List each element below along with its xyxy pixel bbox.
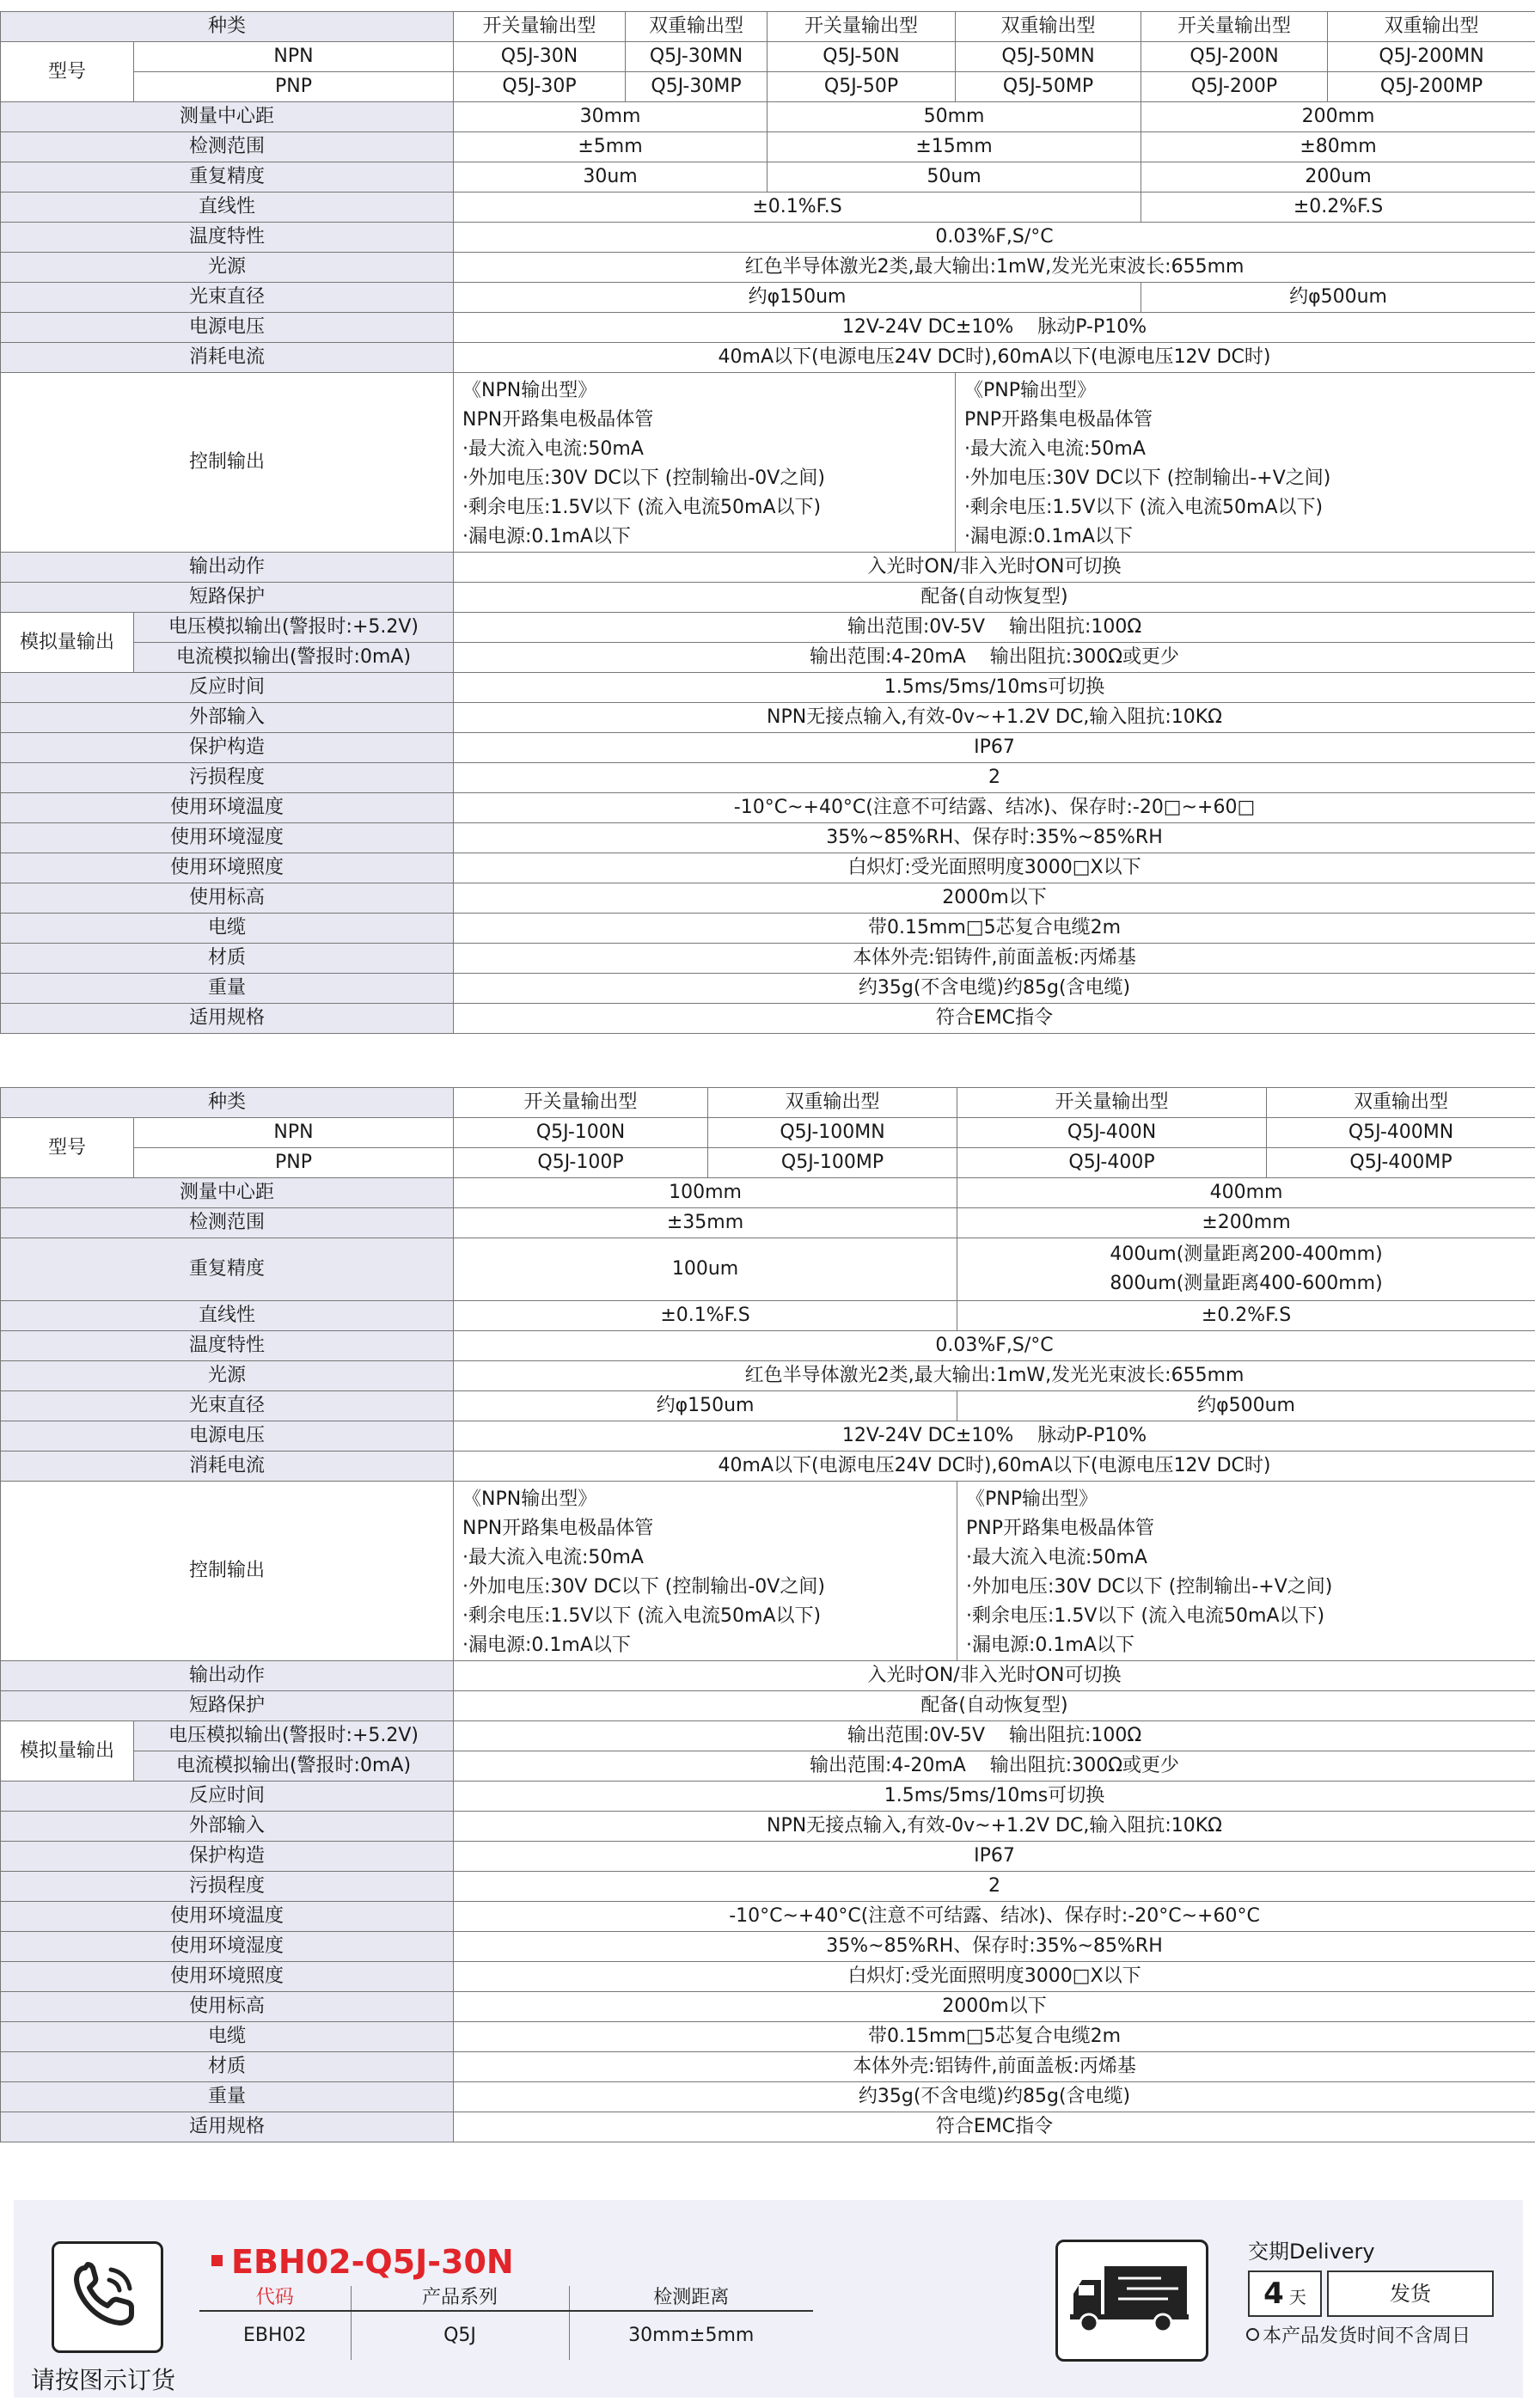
spec-value: IP67	[454, 733, 1535, 763]
spec-value: 符合EMC指令	[454, 1004, 1535, 1034]
spec-label: 输出动作	[1, 553, 454, 583]
response-time-row	[1, 1782, 1535, 1812]
spec-value: 12V-24V DC±10% 脉动P-P10%	[454, 313, 1535, 343]
external-input-row	[1, 703, 1535, 733]
spec-label: 测量中心距	[1, 1178, 454, 1208]
npn-output-line: ·外加电压:30V DC以下 (控制输出-0V之间)	[462, 1576, 825, 1598]
control-output-row	[1, 373, 1535, 553]
material-row	[1, 944, 1535, 974]
spec-value: 白炽灯:受光面照明度3000□X以下	[454, 853, 1535, 883]
spec-value: 输出范围:4-20mA 输出阻抗:300Ω或更少	[454, 1751, 1535, 1782]
spec-value: 约φ150um	[454, 1391, 957, 1421]
spec-label: 材质	[1, 2052, 454, 2082]
spec-value: 30mm	[454, 102, 768, 132]
spec-label: 外部输入	[1, 1812, 454, 1842]
spec-label: 电流模拟输出(警报时:0mA)	[134, 643, 454, 673]
current-consumption-row	[1, 1452, 1535, 1482]
npn-output-line: 《NPN输出型》	[462, 380, 597, 401]
repeat-accuracy-line: 800um(测量距离400-600mm)	[1110, 1273, 1383, 1294]
species-label: 种类	[1, 1088, 454, 1118]
npn-output-line: ·剩余电压:1.5V以下 (流入电流50mA以下)	[462, 497, 822, 518]
pnp-label: PNP	[134, 1148, 454, 1178]
npn-output-line: ·最大流入电流:50mA	[462, 438, 644, 460]
spec-label: 检测范围	[1, 1208, 454, 1238]
model-cell: Q5J-200MN	[1328, 42, 1535, 72]
spec-label: 适用规格	[1, 2112, 454, 2142]
altitude-row	[1, 1992, 1535, 2022]
env-humidity-row	[1, 1932, 1535, 1962]
type-cell: 双重输出型	[1328, 12, 1535, 42]
pnp-model-row	[1, 1148, 1535, 1178]
short-protection-row	[1, 1691, 1535, 1721]
spec-label: 污损程度	[1, 763, 454, 793]
npn-output-line: ·外加电压:30V DC以下 (控制输出-0V之间)	[462, 468, 825, 489]
spec-label: 消耗电流	[1, 1452, 454, 1482]
standard-row	[1, 1004, 1535, 1034]
ship-label: 发货	[1327, 2270, 1494, 2317]
spec-label: 电缆	[1, 2022, 454, 2052]
pnp-output-line: PNP开路集电极晶体管	[966, 1518, 1155, 1539]
npn-output-line: 《NPN输出型》	[462, 1488, 597, 1510]
model-cell: Q5J-50MP	[956, 72, 1141, 102]
spec-value: 40mA以下(电源电压24V DC时),60mA以下(电源电压12V DC时)	[454, 1452, 1535, 1482]
beam-diameter-row	[1, 283, 1535, 313]
spec-value: ±80mm	[1141, 132, 1535, 162]
center-distance-row	[1, 102, 1535, 132]
spec-label: 使用标高	[1, 1992, 454, 2022]
npn-model-row	[1, 42, 1535, 72]
pnp-model-row	[1, 72, 1535, 102]
spec-value: 约φ500um	[1141, 283, 1535, 313]
analog-output-label: 模拟量输出	[1, 613, 134, 673]
spec-value: 200mm	[1141, 102, 1535, 132]
model-cell: Q5J-30MN	[626, 42, 768, 72]
spec-label: 材质	[1, 944, 454, 974]
spec-value: 约35g(不含电缆)约85g(含电缆)	[454, 2082, 1535, 2112]
order-code-header: 代码	[199, 2286, 351, 2311]
pnp-output-line: ·最大流入电流:50mA	[964, 438, 1146, 460]
spec-value: 本体外壳:铝铸件,前面盖板:丙烯基	[454, 944, 1535, 974]
output-action-row	[1, 553, 1535, 583]
spec-label: 温度特性	[1, 1331, 454, 1361]
spec-label: 外部输入	[1, 703, 454, 733]
protection-row	[1, 733, 1535, 763]
spec-label: 污损程度	[1, 1872, 454, 1902]
order-code-table	[199, 2286, 813, 2360]
spec-value: 红色半导体激光2类,最大输出:1mW,发光光束波长:655mm	[454, 253, 1535, 283]
order-code-value-row	[199, 2311, 813, 2360]
spec-label: 反应时间	[1, 673, 454, 703]
spec-value: 1.5ms/5ms/10ms可切换	[454, 673, 1535, 703]
spec-value: NPN无接点输入,有效-0v~+1.2V DC,输入阻抗:10KΩ	[454, 1812, 1535, 1842]
current-analog-row	[1, 643, 1535, 673]
spec-value: 配备(自动恢复型)	[454, 1691, 1535, 1721]
altitude-row	[1, 883, 1535, 914]
order-distance-value: 30mm±5mm	[569, 2311, 813, 2360]
spec-value: 2	[454, 763, 1535, 793]
spec-value: 输出范围:0V-5V 输出阻抗:100Ω	[454, 613, 1535, 643]
spec-value: 约φ500um	[957, 1391, 1535, 1421]
spec-label: 直线性	[1, 1301, 454, 1331]
spec-value: 输出范围:0V-5V 输出阻抗:100Ω	[454, 1721, 1535, 1751]
repeat-accuracy-line: 400um(测量距离200-400mm)	[1110, 1244, 1383, 1265]
spec-value: 50mm	[768, 102, 1141, 132]
npn-label: NPN	[134, 42, 454, 72]
env-illuminance-row	[1, 1962, 1535, 1992]
example-code: EBH02-Q5J-30N	[231, 2243, 514, 2281]
cable-row	[1, 914, 1535, 944]
npn-output-spec	[454, 373, 956, 553]
type-cell: 双重输出型	[1267, 1088, 1535, 1118]
standard-row	[1, 2112, 1535, 2142]
temperature-char-row	[1, 1331, 1535, 1361]
env-temp-row	[1, 793, 1535, 823]
spec-value: 约35g(不含电缆)约85g(含电缆)	[454, 974, 1535, 1004]
cable-row	[1, 2022, 1535, 2052]
weight-row	[1, 2082, 1535, 2112]
temperature-char-row	[1, 223, 1535, 253]
type-cell: 开关量输出型	[1141, 12, 1328, 42]
spec-value: ±0.1%F.S	[454, 1301, 957, 1331]
pnp-output-line: ·剩余电压:1.5V以下 (流入电流50mA以下)	[964, 497, 1324, 518]
light-source-row	[1, 253, 1535, 283]
spec-label: 短路保护	[1, 583, 454, 613]
spec-label: 使用标高	[1, 883, 454, 914]
phone-icon	[52, 2241, 163, 2353]
model-cell: Q5J-50P	[768, 72, 956, 102]
spec-value: ±35mm	[454, 1208, 957, 1238]
spec-value: ±200mm	[957, 1208, 1535, 1238]
model-cell: Q5J-30MP	[626, 72, 768, 102]
spec-value: 0.03%F,S/°C	[454, 223, 1535, 253]
pnp-output-line: 《PNP输出型》	[964, 380, 1097, 401]
spec-label: 反应时间	[1, 1782, 454, 1812]
spec-label: 电缆	[1, 914, 454, 944]
pollution-row	[1, 1872, 1535, 1902]
pnp-output-line: ·外加电压:30V DC以下 (控制输出-+V之间)	[964, 468, 1331, 489]
detect-range-row	[1, 1208, 1535, 1238]
spec-label: 输出动作	[1, 1661, 454, 1691]
spec-value: IP67	[454, 1842, 1535, 1872]
beam-diameter-row	[1, 1391, 1535, 1421]
current-analog-row	[1, 1751, 1535, 1782]
voltage-analog-row	[1, 1721, 1535, 1751]
spec-value: 0.03%F,S/°C	[454, 1331, 1535, 1361]
pnp-output-spec	[956, 373, 1535, 553]
spec-value: 2000m以下	[454, 883, 1535, 914]
spec-label: 使用环境照度	[1, 1962, 454, 1992]
delivery-days-unit: 天	[1288, 2287, 1306, 2307]
npn-label: NPN	[134, 1118, 454, 1148]
protection-row	[1, 1842, 1535, 1872]
spec-value: 约φ150um	[454, 283, 1141, 313]
spec-value: ±0.2%F.S	[1141, 193, 1535, 223]
spec-value-multiline	[957, 1238, 1535, 1301]
pnp-output-spec	[957, 1482, 1535, 1661]
spec-value: 2000m以下	[454, 1992, 1535, 2022]
spec-value: 配备(自动恢复型)	[454, 583, 1535, 613]
spec-label: 电压模拟输出(警报时:+5.2V)	[134, 1721, 454, 1751]
output-action-row	[1, 1661, 1535, 1691]
spec-value: -10°C~+40°C(注意不可结露、结冰)、保存时:-20°C~+60°C	[454, 1902, 1535, 1932]
spec-value: 本体外壳:铝铸件,前面盖板:丙烯基	[454, 2052, 1535, 2082]
model-cell: Q5J-200P	[1141, 72, 1328, 102]
spec-value: NPN无接点输入,有效-0v~+1.2V DC,输入阻抗:10KΩ	[454, 703, 1535, 733]
spec-label: 使用环境照度	[1, 853, 454, 883]
model-cell: Q5J-400MP	[1267, 1148, 1535, 1178]
truck-icon-graphic	[1067, 2256, 1196, 2342]
external-input-row	[1, 1812, 1535, 1842]
response-time-row	[1, 673, 1535, 703]
order-series-value: Q5J	[351, 2311, 569, 2360]
spec-label: 控制输出	[1, 1482, 454, 1661]
spec-value: 100um	[454, 1238, 957, 1301]
spec-label: 重量	[1, 974, 454, 1004]
short-protection-row	[1, 583, 1535, 613]
spec-label: 消耗电流	[1, 343, 454, 373]
species-row	[1, 1088, 1535, 1118]
delivery-days-box	[1248, 2270, 1322, 2317]
model-cell: Q5J-50N	[768, 42, 956, 72]
spec-label: 控制输出	[1, 373, 454, 553]
phone-icon-graphic	[66, 2256, 144, 2333]
order-distance-header: 检测距离	[569, 2286, 813, 2311]
example-code-heading	[211, 2243, 514, 2281]
type-cell: 双重输出型	[708, 1088, 957, 1118]
npn-output-line: NPN开路集电极晶体管	[462, 1518, 654, 1539]
spec-value: 1.5ms/5ms/10ms可切换	[454, 1782, 1535, 1812]
order-code-header-row	[199, 2286, 813, 2311]
spec-label: 温度特性	[1, 223, 454, 253]
model-cell: Q5J-400N	[957, 1118, 1267, 1148]
spec-value: 400mm	[957, 1178, 1535, 1208]
spec-value: 12V-24V DC±10% 脉动P-P10%	[454, 1421, 1535, 1452]
spec-value: 白炽灯:受光面照明度3000□X以下	[454, 1962, 1535, 1992]
circle-bullet-icon	[1246, 2328, 1259, 2341]
delivery-note-line	[1246, 2324, 1471, 2350]
spec-label: 重复精度	[1, 1238, 454, 1301]
spec-label: 重量	[1, 2082, 454, 2112]
pnp-output-line: ·漏电源:0.1mA以下	[964, 526, 1133, 547]
model-cell: Q5J-200MP	[1328, 72, 1535, 102]
delivery-days: 4	[1263, 2277, 1284, 2311]
spec-label: 保护构造	[1, 1842, 454, 1872]
model-cell: Q5J-400P	[957, 1148, 1267, 1178]
env-temp-row	[1, 1902, 1535, 1932]
spec-label: 使用环境温度	[1, 793, 454, 823]
spec-label: 电源电压	[1, 1421, 454, 1452]
supply-voltage-row	[1, 313, 1535, 343]
type-cell: 开关量输出型	[957, 1088, 1267, 1118]
type-cell: 开关量输出型	[454, 12, 626, 42]
species-row	[1, 12, 1535, 42]
model-cell: Q5J-30P	[454, 72, 626, 102]
delivery-title: 交期Delivery	[1248, 2240, 1375, 2264]
env-humidity-row	[1, 823, 1535, 853]
material-row	[1, 2052, 1535, 2082]
spec-value: 35%~85%RH、保存时:35%~85%RH	[454, 823, 1535, 853]
spec-value: 2	[454, 1872, 1535, 1902]
spec-label: 电流模拟输出(警报时:0mA)	[134, 1751, 454, 1782]
spec-label: 直线性	[1, 193, 454, 223]
type-cell: 开关量输出型	[454, 1088, 708, 1118]
spec-label: 检测范围	[1, 132, 454, 162]
spec-value: 带0.15mm□5芯复合电缆2m	[454, 914, 1535, 944]
spec-label: 光源	[1, 253, 454, 283]
model-cell: Q5J-100P	[454, 1148, 708, 1178]
red-square-icon	[211, 2255, 223, 2266]
spec-label: 重复精度	[1, 162, 454, 193]
spec-value: 30um	[454, 162, 768, 193]
env-illuminance-row	[1, 853, 1535, 883]
npn-output-line: ·最大流入电流:50mA	[462, 1547, 644, 1568]
npn-output-spec	[454, 1482, 957, 1661]
delivery-note: 本产品发货时间不含周日	[1263, 2325, 1471, 2347]
spec-label: 光源	[1, 1361, 454, 1391]
pnp-output-line: ·漏电源:0.1mA以下	[966, 1635, 1134, 1656]
spec-value: ±15mm	[768, 132, 1141, 162]
supply-voltage-row	[1, 1421, 1535, 1452]
analog-output-label: 模拟量输出	[1, 1721, 134, 1782]
pnp-label: PNP	[134, 72, 454, 102]
model-cell: Q5J-400MN	[1267, 1118, 1535, 1148]
truck-icon	[1055, 2240, 1208, 2362]
spec-value: 35%~85%RH、保存时:35%~85%RH	[454, 1932, 1535, 1962]
spec-value: 入光时ON/非入光时ON可切换	[454, 553, 1535, 583]
spec-label: 保护构造	[1, 733, 454, 763]
model-cell: Q5J-100N	[454, 1118, 708, 1148]
model-cell: Q5J-30N	[454, 42, 626, 72]
center-distance-row	[1, 1178, 1535, 1208]
model-cell: Q5J-100MN	[708, 1118, 957, 1148]
spec-value: 红色半导体激光2类,最大输出:1mW,发光光束波长:655mm	[454, 1361, 1535, 1391]
npn-output-line: ·漏电源:0.1mA以下	[462, 526, 631, 547]
spec-label: 适用规格	[1, 1004, 454, 1034]
spec-table-100-400	[0, 1087, 1535, 2142]
current-consumption-row	[1, 343, 1535, 373]
spec-value: ±5mm	[454, 132, 768, 162]
type-cell: 双重输出型	[956, 12, 1141, 42]
control-output-row	[1, 1482, 1535, 1661]
type-cell: 开关量输出型	[768, 12, 956, 42]
species-label: 种类	[1, 12, 454, 42]
spec-label: 短路保护	[1, 1691, 454, 1721]
spec-label: 测量中心距	[1, 102, 454, 132]
spec-label: 使用环境温度	[1, 1902, 454, 1932]
spec-value: 带0.15mm□5芯复合电缆2m	[454, 2022, 1535, 2052]
spec-value: -10°C~+40°C(注意不可结露、结冰)、保存时:-20□~+60□	[454, 793, 1535, 823]
spec-value: 40mA以下(电源电压24V DC时),60mA以下(电源电压12V DC时)	[454, 343, 1535, 373]
linearity-row	[1, 193, 1535, 223]
pnp-output-line: ·外加电压:30V DC以下 (控制输出-+V之间)	[966, 1576, 1333, 1598]
detect-range-row	[1, 132, 1535, 162]
voltage-analog-row	[1, 613, 1535, 643]
repeat-accuracy-row	[1, 162, 1535, 193]
spec-label: 光束直径	[1, 1391, 454, 1421]
model-cell: Q5J-100MP	[708, 1148, 957, 1178]
model-cell: Q5J-50MN	[956, 42, 1141, 72]
weight-row	[1, 974, 1535, 1004]
npn-output-line: ·剩余电压:1.5V以下 (流入电流50mA以下)	[462, 1605, 822, 1627]
linearity-row	[1, 1301, 1535, 1331]
pnp-output-line: 《PNP输出型》	[966, 1488, 1098, 1510]
pnp-output-line: ·剩余电压:1.5V以下 (流入电流50mA以下)	[966, 1605, 1325, 1627]
spec-value: ±0.1%F.S	[454, 193, 1141, 223]
light-source-row	[1, 1361, 1535, 1391]
spec-value: 100mm	[454, 1178, 957, 1208]
model-label: 型号	[1, 42, 134, 102]
order-instruction: 请按图示订货	[31, 2366, 176, 2394]
order-series-header: 产品系列	[351, 2286, 569, 2311]
pnp-output-line: PNP开路集电极晶体管	[964, 409, 1153, 431]
repeat-accuracy-row	[1, 1238, 1535, 1301]
spec-table-30-50-200	[0, 11, 1535, 1034]
pollution-row	[1, 763, 1535, 793]
spec-label: 使用环境湿度	[1, 1932, 454, 1962]
order-code-value: EBH02	[242, 2325, 307, 2346]
spec-label: 电源电压	[1, 313, 454, 343]
spec-value: 200um	[1141, 162, 1535, 193]
npn-model-row	[1, 1118, 1535, 1148]
pnp-output-line: ·最大流入电流:50mA	[966, 1547, 1147, 1568]
spec-value: ±0.2%F.S	[957, 1301, 1535, 1331]
type-cell: 双重输出型	[626, 12, 768, 42]
model-label: 型号	[1, 1118, 134, 1178]
spec-label: 电压模拟输出(警报时:+5.2V)	[134, 613, 454, 643]
spec-label: 使用环境湿度	[1, 823, 454, 853]
spec-value: 50um	[768, 162, 1141, 193]
model-cell: Q5J-200N	[1141, 42, 1328, 72]
spec-value: 入光时ON/非入光时ON可切换	[454, 1661, 1535, 1691]
spec-value: 符合EMC指令	[454, 2112, 1535, 2142]
spec-value: 输出范围:4-20mA 输出阻抗:300Ω或更少	[454, 643, 1535, 673]
spec-label: 光束直径	[1, 283, 454, 313]
npn-output-line: NPN开路集电极晶体管	[462, 409, 654, 431]
npn-output-line: ·漏电源:0.1mA以下	[462, 1635, 631, 1656]
